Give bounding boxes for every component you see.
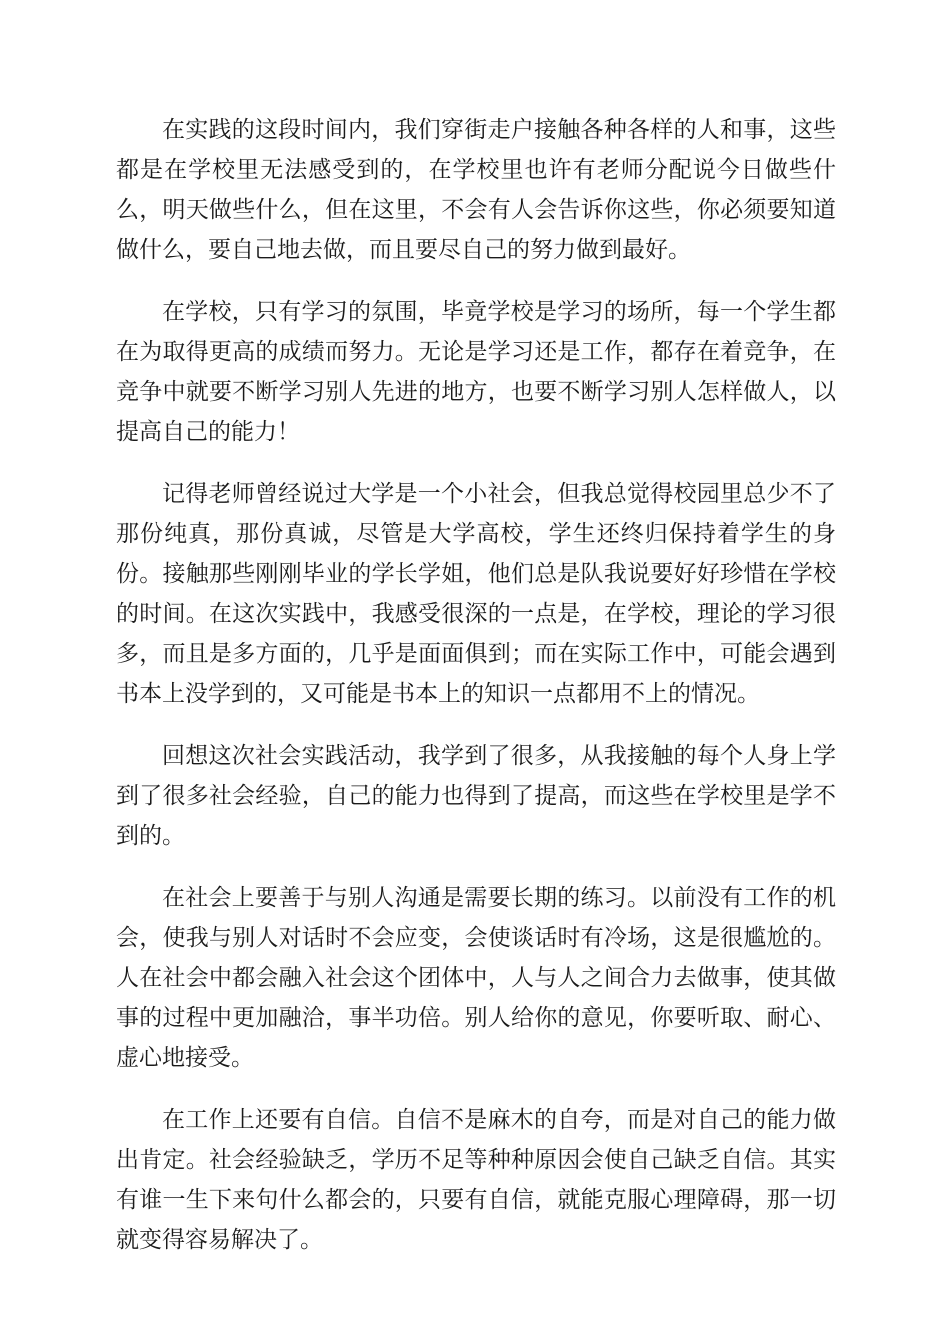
paragraph-6: 在工作上还要有自信。自信不是麻木的自夸，而是对自己的能力做出肯定。社会经验缺乏，学历不足等种种原因会使自己缺乏自信。其实有谁一生下来句什么都会的，只要有自信，就能克服心理障碍，那一切就变得容易解决了。 xyxy=(116,1107,836,1253)
paragraph-2: 在学校，只有学习的氛围，毕竟学校是学习的场所，每一个学生都在为取得更高的成绩而努力。无论是学习还是工作，都存在着竞争，在竞争中就要不断学习别人先进的地方，也要不断学习别人怎样做人，以提高自己的能力！ xyxy=(116,299,836,445)
paragraph-5: 在社会上要善于与别人沟通是需要长期的练习。以前没有工作的机会，使我与别人对话时不会应变，会使谈话时有冷场，这是很尴尬的。人在社会中都会融入社会这个团体中，人与人之间合力去做事，使其做事的过程中更加融洽，事半功倍。别人给你的意见，你要听取、耐心、虚心地接受。 xyxy=(116,885,836,1071)
paragraph-1: 在实践的这段时间内，我们穿街走户接触各种各样的人和事，这些都是在学校里无法感受到的，在学校里也许有老师分配说今日做些什么，明天做些什么，但在这里，不会有人会告诉你这些，你必须要知道做什么，要自己地去做，而且要尽自己的努力做到最好。 xyxy=(116,117,836,263)
paragraph-3: 记得老师曾经说过大学是一个小社会，但我总觉得校园里总少不了那份纯真，那份真诚，尽管是大学高校，学生还终归保持着学生的身份。接触那些刚刚毕业的学长学姐，他们总是队我说要好好珍惜在学校的时间。在这次实践中，我感受很深的一点是，在学校，理论的学习很多，而且是多方面的，几乎是面面俱到；而在实际工作中，可能会遇到书本上没学到的，又可能是书本上的知识一点都用不上的情况。 xyxy=(116,481,836,707)
paragraph-4: 回想这次社会实践活动，我学到了很多，从我接触的每个人身上学到了很多社会经验，自己的能力也得到了提高，而这些在学校里是学不到的。 xyxy=(116,743,836,849)
document-body xyxy=(116,110,836,1282)
